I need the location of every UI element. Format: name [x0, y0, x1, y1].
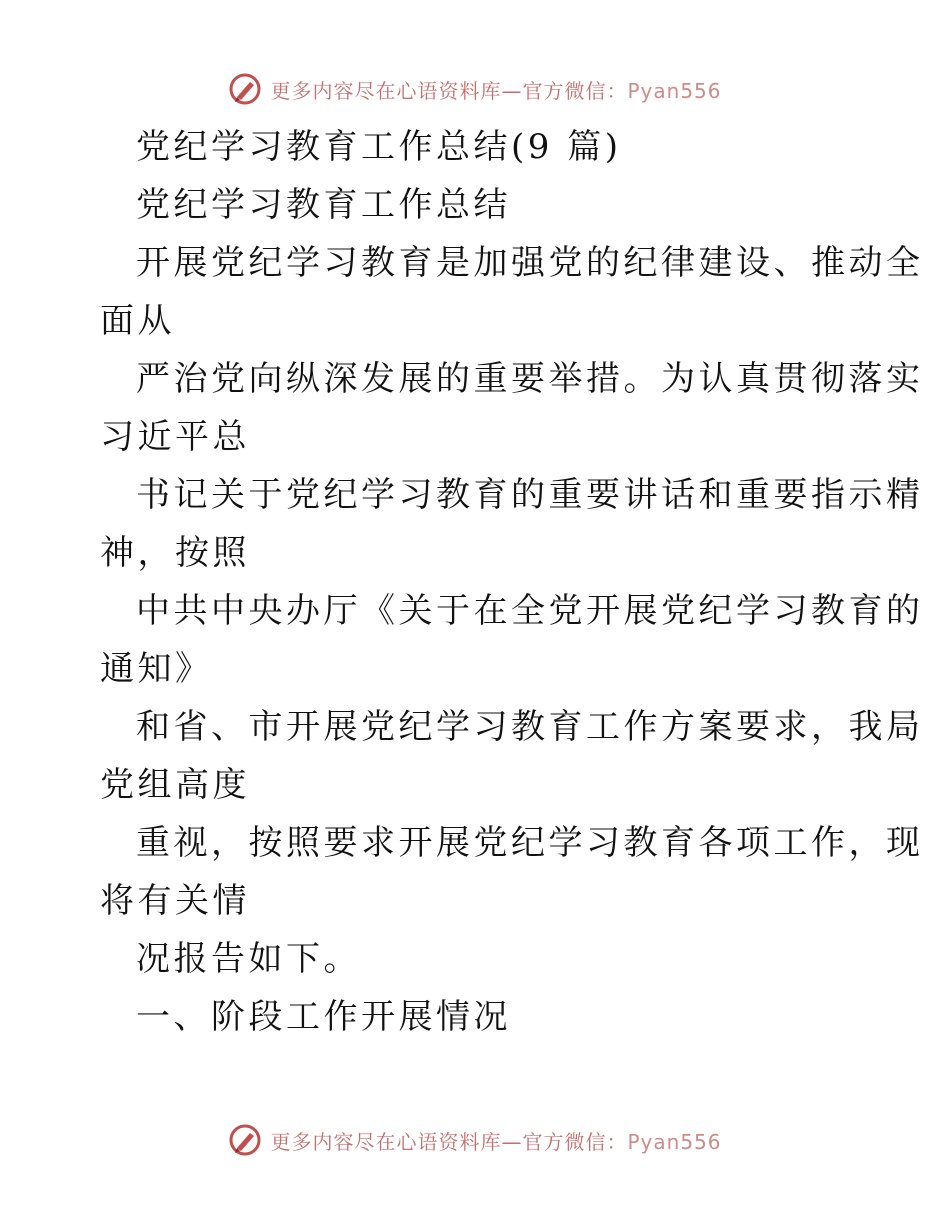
paragraph-line: 和省、市开展党纪学习教育工作方案要求，我局 [136, 707, 924, 747]
paragraph-line: 一、阶段工作开展情况 [136, 997, 511, 1037]
document-subtitle: 党纪学习教育工作总结 [136, 185, 511, 225]
watermark-text: 更多内容尽在心语资料库—官方微信：Pyan556 [270, 78, 722, 103]
paragraph-line: 将有关情 [100, 881, 250, 921]
paragraph-line: 习近平总 [100, 417, 250, 457]
paragraph-line: 通知》 [100, 649, 213, 689]
paragraph-line: 面从 [100, 301, 175, 341]
pen-logo-icon [228, 1123, 262, 1157]
watermark-text: 更多内容尽在心语资料库—官方微信：Pyan556 [270, 1129, 722, 1154]
document-title: 党纪学习教育工作总结(9 篇) [136, 127, 622, 167]
paragraph-line: 重视，按照要求开展党纪学习教育各项工作，现 [136, 823, 924, 863]
footer-watermark [0, 1123, 950, 1157]
document-body [100, 118, 924, 1046]
paragraph-line: 中共中央办厅《关于在全党开展党纪学习教育的 [136, 591, 924, 631]
paragraph-line: 况报告如下。 [136, 939, 361, 979]
pen-logo-icon [228, 72, 262, 106]
paragraph-line: 开展党纪学习教育是加强党的纪律建设、推动全 [136, 243, 924, 283]
paragraph-line: 党组高度 [100, 765, 250, 805]
paragraph-line: 神，按照 [100, 533, 250, 573]
header-watermark [0, 72, 950, 106]
paragraph-line: 严治党向纵深发展的重要举措。为认真贯彻落实 [136, 359, 924, 399]
paragraph-line: 书记关于党纪学习教育的重要讲话和重要指示精 [136, 475, 924, 515]
